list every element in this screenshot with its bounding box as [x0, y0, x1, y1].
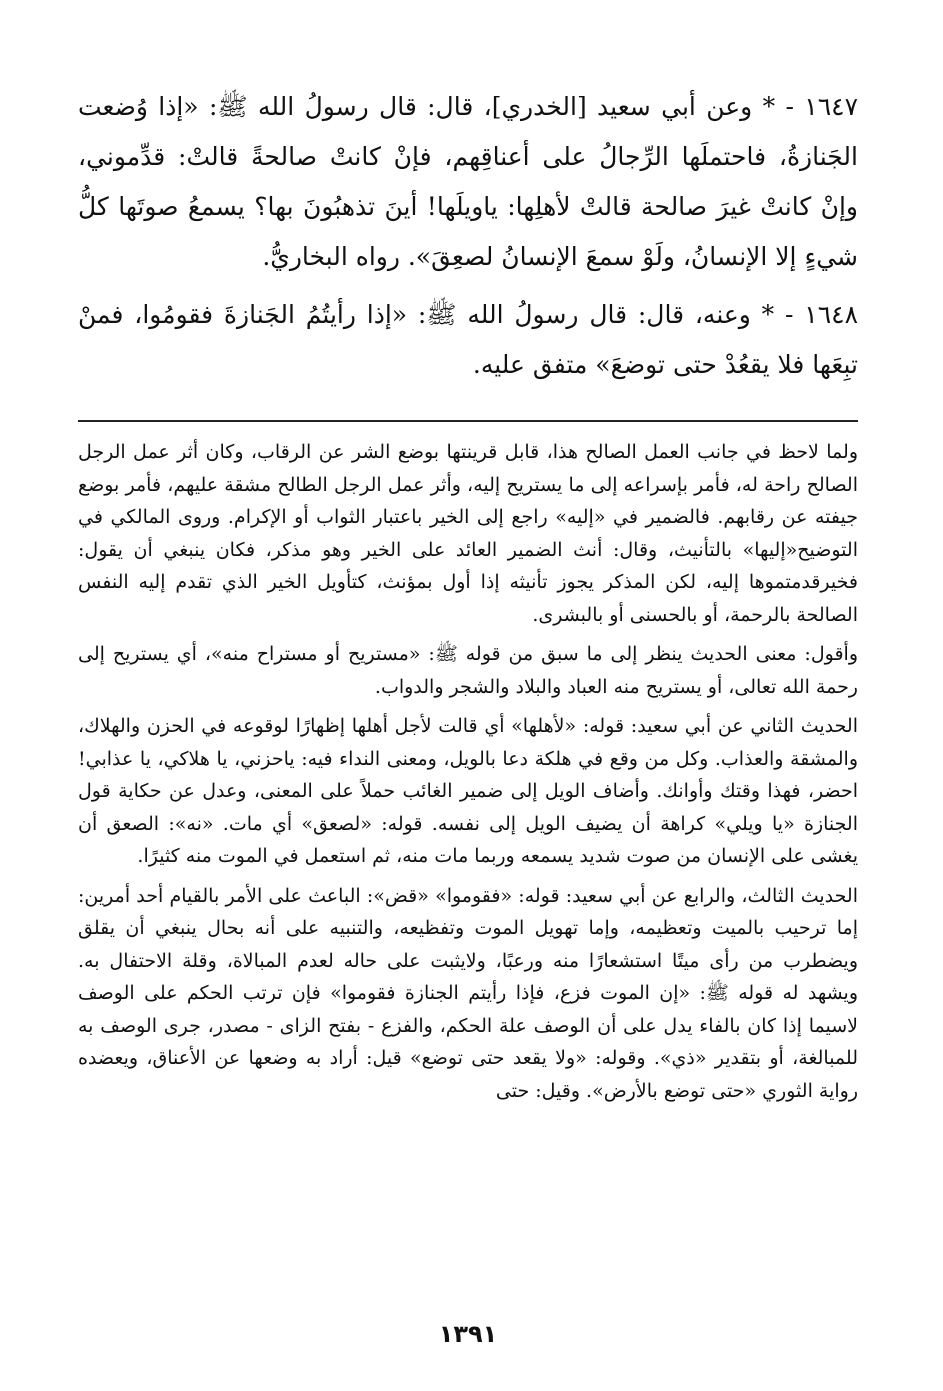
page-number: ١٣٩١ — [438, 1320, 498, 1348]
commentary-paragraph-2: وأقول: معنى الحديث ينظر إلى ما سبق من قوله ﷺ: «مستريح أو مستراح منه»، أي يستريح إلى رحمة الله تعالى، أو يستريح منه العباد والبلاد والشجر والدواب. — [78, 643, 858, 698]
hadith-1648: ١٦٤٨ - * وعنه، قال: قال رسولُ الله ﷺ: «إذا رأيتُمُ الجَنازةَ فقومُوا، فمنْ تبِعَها فلا يقعُدْ حتى توضعَ» متفق عليه. — [78, 300, 858, 379]
commentary-paragraph-3: الحديث الثاني عن أبي سعيد: قوله: «لأهلها» أي قالت لأجل أهلها إظهارًا لوقوعه في الحزن والهلاك، والمشقة والعذاب. وكل من وقع في هلكة دعا بالويل، ومعنى النداء فيه: ياحزني، يا هلاكي، يا عذابي! احضر، فهذا وقتك وأوانك. وأضاف الويل إلى ضمير الغائب حملاً على المعنى، وعدل عن حكاية قول الجنازة «يا ويلي» كراهة أن يضيف الويل إلى نفسه. قوله: «لصعق» أي مات. «نه»: الصعق أن يغشى على الإنسان من صوت شديد يسمعه وربما مات منه، ثم استعمل في الموت منه كثيرًا. — [78, 715, 858, 867]
footnote-separator — [78, 420, 858, 422]
commentary-paragraph-4: الحديث الثالث، والرابع عن أبي سعيد: قوله: «فقوموا» «قض»: الباعث على الأمر بالقيام أحد أمرين: إما ترحيب بالميت وتعظيمه، وإما تهويل الموت وتفظيعه، والتنبيه على أنه بحال ينبغي أن يقلق ويضطرب من رأى ميتًا استشعارًا منه ورعبًا، ولايثبت على حاله لعدم المبالاة، وقلة الاحتفال به. ويشهد له قوله ﷺ: «إن الموت فزع، فإذا رأيتم الجنازة فقوموا» فإن ترتب الحكم على الوصف لاسيما إذا كان بالفاء يدل على أن الوصف علة الحكم، والفزع - بفتح الزاى - مصدر، جرى الوصف به للمبالغة، أو بتقدير «ذي». وقوله: «ولا يقعد حتى توضع» قيل: أراد به وضعها عن الأعناق، ويعضده رواية الثوري «حتى توضع بالأرض». وقيل: حتى — [78, 884, 858, 1102]
hadith-section — [78, 82, 858, 390]
commentary-paragraph-1: ولما لاحظ في جانب العمل الصالح هذا، قابل قرينتها بوضع الشر عن الرقاب، وكان أثر عمل الرجل الصالح راحة له، فأمر بإسراعه إلى ما يستريح إليه، وأثر عمل الرجل الطالح مشقة عليهم، فأمر بوضع جيفته عن رقابهم. فالضمير في «إليه» راجع إلى الخير باعتبار الثواب أو الإكرام. وروى المالكي في التوضيح«إليها» بالتأنيث، وقال: أنث الضمير العائد على الخير وهو مذكر، فكان ينبغي أن يقول: فخيرقدمتموها إليه، لكن المذكر يجوز تأنيثه إذا أول بمؤنث، كتأويل الخير الذي تقدم إليه النفس الصالحة بالرحمة، أو بالحسنى أو بالبشرى. — [78, 441, 858, 626]
commentary-section — [78, 436, 858, 1114]
page — [78, 82, 858, 1391]
hadith-1647: ١٦٤٧ - * وعن أبي سعيد [الخدري]، قال: قال رسولُ الله ﷺ: «إذا وُضعت الجَنازةُ، فاحتملَها الرِّجالُ على أعناقِهم، فإنْ كانتْ صالحةً قالتْ: قدِّموني، وإنْ كانتْ غيرَ صالحة قالتْ لأهلِها: ياويلَها! أينَ تذهبُونَ بها؟ يسمعُ صوتَها كلُّ شيءٍ إلا الإنسانُ، ولَوْ سمعَ الإنسانُ لصعِقَ». رواه البخاريُّ. — [78, 92, 858, 271]
